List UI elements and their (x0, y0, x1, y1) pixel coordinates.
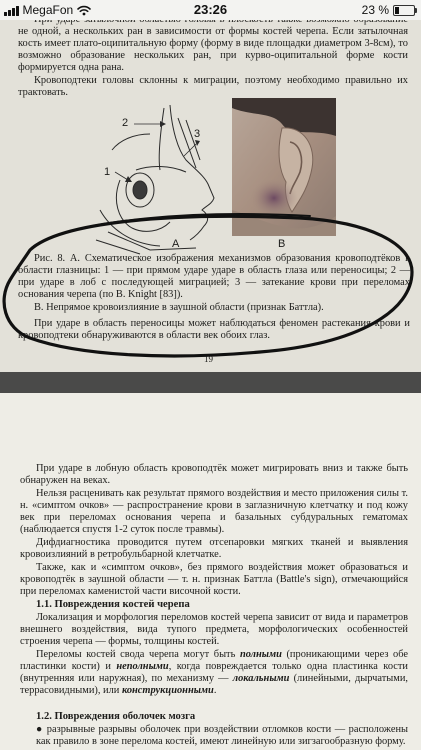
list-item-meninges-rupture: ● разрывные разрывы оболочек при воздействии отломков кости — расположены как правило в зоне перелома костей, имеют линейную или зигзагообразную форму. (36, 724, 408, 747)
figure-caption: Рис. 8. А. Схематическое изображения механизмов образования кровоподтёков в области глазницы: 1 — при прямом ударе ударе в область глаза или переносицы; 2 — при ударе в лоб с последующей миграцией; 3 — затекание крови при переломах основания черепа (по B. Knight [83]). (18, 253, 410, 300)
paragraph-glasses-symptom: Нельзя расценивать как результат прямого воздействия и место приложения силы т. н. «симптом очков» — распространение крови в заглазничную клетчатку и под кожу век при переломах основания черепа и базальных субдуральных гематомах (наблюдается спустя 1-2 суток после травмы). (20, 488, 408, 535)
figure-label-b: B (278, 238, 286, 250)
paragraph-fracture-morphology: Локализация и морфология переломов костей черепа зависит от вида и параметров внешнего воздействия, вида тупого предмета, морфологических особенностей строения черепа — формы, толщины костей. (20, 612, 408, 647)
figure-label-a: A (172, 238, 180, 250)
document-page-upper (0, 0, 421, 372)
figure-marker-2: 2 (122, 117, 129, 129)
paragraph-frontal-migration: При ударе в лобную область кровоподтёк может мигрировать вниз и также быть обнаружен на веках. (20, 463, 408, 486)
paragraph-occipital-wounds: не одной, а нескольких ран в зависимости от формы костей черепа. Если затылочная кость имеет плато-оципитальную форму (форму в виде площадки диаметром 3-8см), то возможно образование нескольких ран, при курво-оципитальной форме кости формируется одна рана. (18, 26, 408, 73)
page-number: 19 (204, 354, 213, 364)
figure-marker-1: 1 (104, 166, 111, 178)
clock: 23:26 (193, 2, 228, 17)
heading-meninges-injuries: 1.2. Повреждения оболочек мозга (36, 711, 196, 722)
battery-icon (393, 5, 415, 16)
page-separator (0, 372, 421, 393)
paragraph-battle-sign: Также, как и «симптом очков», без прямого воздействия может образоваться и кровоподтёк в заушной области — т. н. признак Баттла (Battle's sign), отмечающийся при переломах каменистой части височной кости. (20, 562, 408, 597)
paragraph-fracture-types: Переломы костей свода черепа могут быть полными (проникающими через обе пластинки кости) и неполными, когда повреждается только одна пластинка кости (внутренняя или наружная), по механизму — локальными (линейными, дырчатыми, террасовидными), или конструкционными. (20, 649, 409, 696)
status-bar (0, 0, 421, 20)
figure-b-photo (232, 98, 336, 236)
carrier-name: MegaFon (22, 3, 74, 17)
figure-caption-b: В. Непрямое кровоизлияние в заушной области (признак Баттла). (34, 302, 324, 313)
figure-marker-3: 3 (194, 128, 201, 140)
paragraph-nose-bleeding: При ударе в область переносицы может наблюдаться феномен растекания крови и кровоподтеки обнаруживаются в области век обоих глаз. (18, 318, 410, 341)
figure-a-schematic (0, 0, 421, 372)
battery-percent: 23 % (361, 3, 389, 17)
paragraph-differential-diagnosis: Дифдиагностика проводится путем отсепаровки мягких тканей и выявления кровоизлияний в ретробульбарной клетчатке. (20, 537, 408, 560)
heading-skull-fractures: 1.1. Повреждения костей черепа (36, 599, 190, 610)
paragraph-migration: Кровоподтеки головы склонны к миграции, поэтому необходимо правильно их трактовать. (18, 75, 408, 98)
document-page-lower (0, 393, 421, 750)
